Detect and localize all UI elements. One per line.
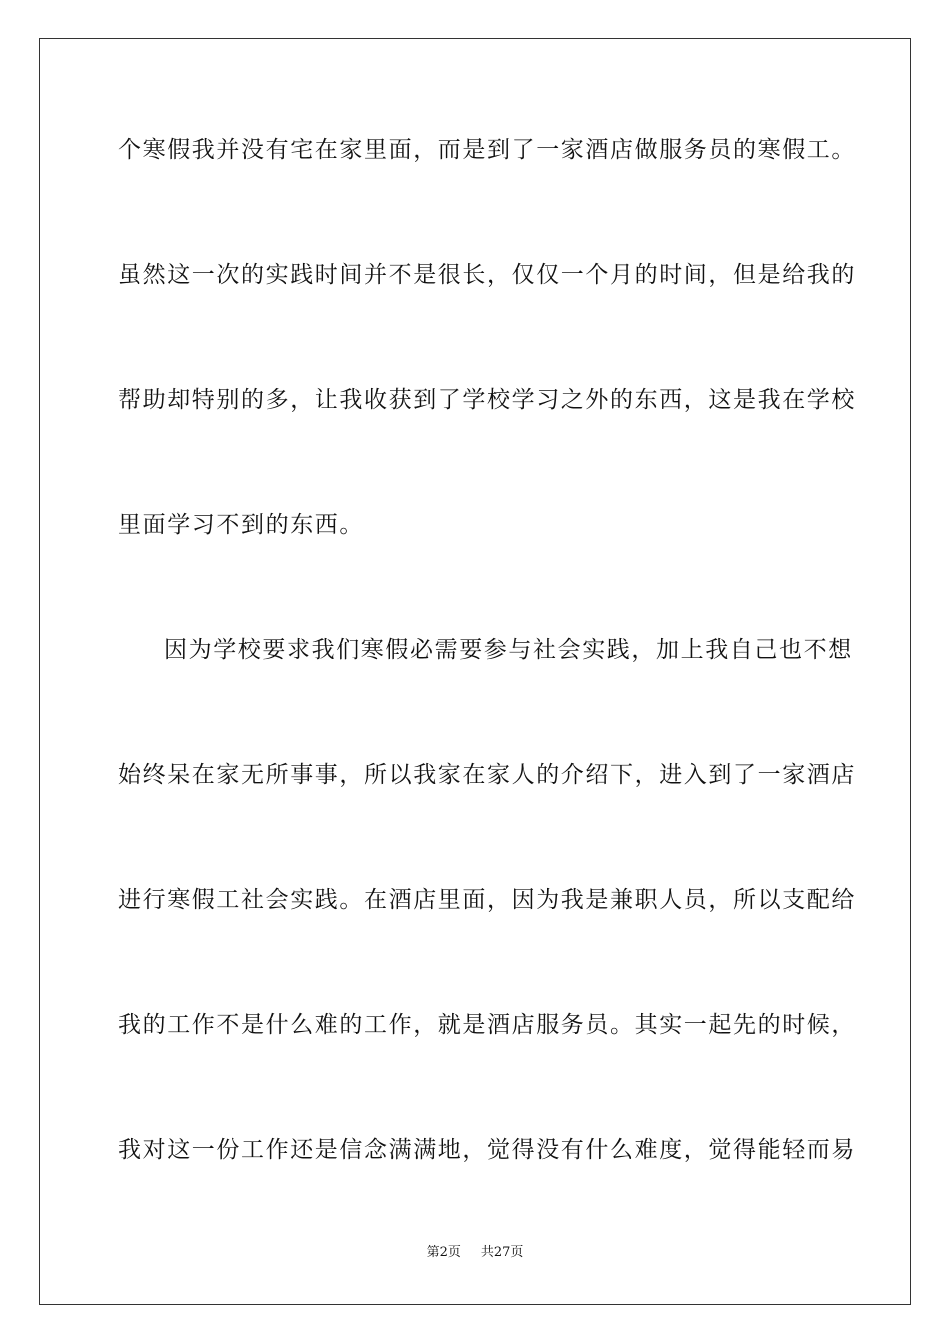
body-text-line: 我的工作不是什么难的工作，就是酒店服务员。其实一起先的时候， — [118, 1012, 856, 1038]
page-number: 第2页 — [426, 1245, 461, 1260]
page-border — [39, 38, 911, 1305]
body-text-line: 个寒假我并没有宅在家里面，而是到了一家酒店做服务员的寒假工。 — [118, 137, 856, 163]
body-text-line: 进行寒假工社会实践。在酒店里面，因为我是兼职人员，所以支配给 — [118, 887, 856, 913]
paragraph-first-line: 因为学校要求我们寒假必需要参与社会实践，加上我自己也不想 — [164, 637, 853, 663]
body-text-line: 我对这一份工作还是信念满满地，觉得没有什么难度，觉得能轻而易 — [118, 1137, 856, 1163]
body-text-line: 虽然这一次的实践时间并不是很长，仅仅一个月的时间，但是给我的 — [118, 262, 856, 288]
body-text-line: 帮助却特别的多，让我收获到了学校学习之外的东西，这是我在学校 — [118, 387, 856, 413]
page-footer — [0, 1244, 950, 1262]
page-total: 共27页 — [480, 1245, 524, 1260]
body-text-line: 里面学习不到的东西。 — [118, 512, 364, 538]
body-text-line: 始终呆在家无所事事，所以我家在家人的介绍下，进入到了一家酒店 — [118, 762, 856, 788]
